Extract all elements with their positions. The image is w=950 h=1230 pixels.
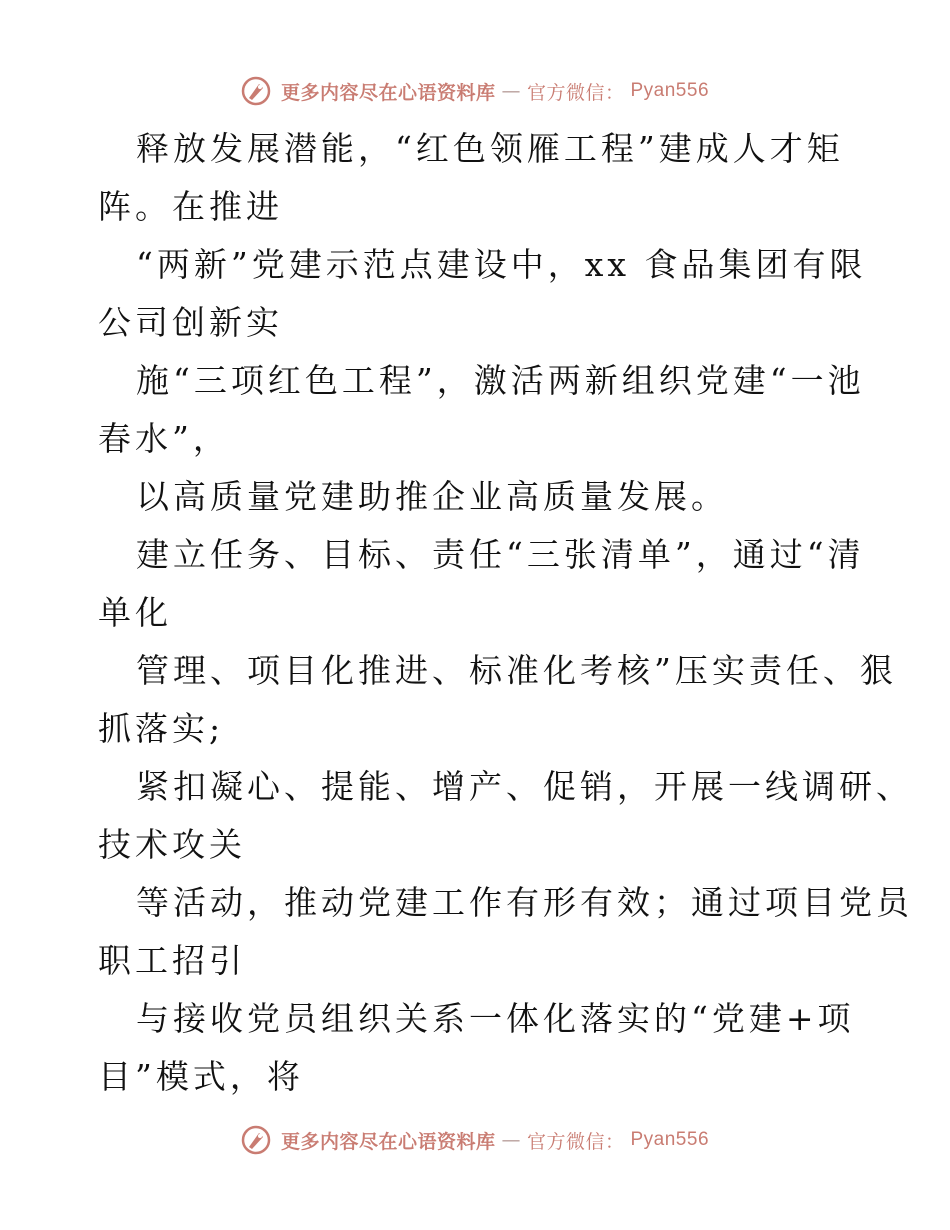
footer-watermark [0,1120,950,1160]
text-line: 等活动，推动党建工作有形有效；通过项目党员 [136,883,913,922]
watermark-wechat-label: 官方微信： [526,81,625,104]
watermark-wechat-label: 官方微信： [526,1130,625,1153]
text-line: 技术攻关 [98,825,246,864]
watermark-wechat-id: Pyan556 [630,1129,710,1150]
text-line: 释放发展潜能，“红色领雁工程”建成人才矩 [136,129,844,168]
watermark-site-name: 更多内容尽在心语资料库 [280,1130,496,1153]
text-line: 目”模式，将 [98,1057,304,1096]
watermark-separator: — [501,80,521,102]
watermark-separator: — [501,1129,521,1151]
text-line: 管理、项目化推进、标准化考核”压实责任、狠 [136,651,897,690]
text-line: 阵。在推进 [98,187,283,226]
text-line: 公司创新实 [98,303,283,342]
watermark-wechat-id: Pyan556 [630,80,710,101]
document-body [98,120,913,1106]
text-line: 职工招引 [98,941,246,980]
text-line: 以高质量党建助推企业高质量发展。 [136,477,728,516]
text-line: 抓落实; [98,709,225,748]
text-line: 紧扣凝心、提能、增产、促销，开展一线调研、 [136,767,913,806]
text-line: 与接收党员组织关系一体化落实的“党建+项 [136,999,855,1038]
pen-nib-logo-icon [241,76,271,106]
text-line: 建立任务、目标、责任“三张清单”，通过“清 [136,535,865,574]
text-line: 施“三项红色工程”，激活两新组织党建“一池 [136,361,865,400]
watermark-site-name: 更多内容尽在心语资料库 [280,81,496,104]
header-watermark [0,71,950,111]
text-line: 单化 [98,593,172,632]
text-line: “两新”党建示范点建设中，xx 食品集团有限 [136,245,867,284]
text-line: 春水”， [98,419,230,458]
pen-nib-logo-icon [241,1125,271,1155]
